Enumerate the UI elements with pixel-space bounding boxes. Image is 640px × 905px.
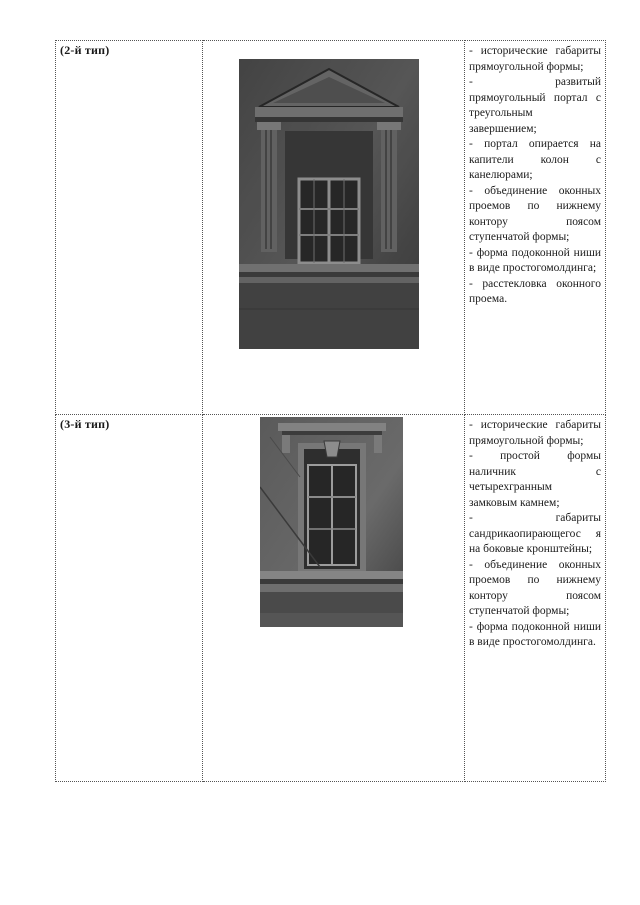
- description-item: - портал опирается на капители колон с канелюрами;: [469, 138, 601, 181]
- table-row: [56, 41, 606, 415]
- type-cell: [56, 415, 203, 782]
- description-item: - объединение оконных проемов по нижнему контору поясом ступенчатой формы;: [469, 184, 601, 243]
- description-item: - расстекловка оконного проема.: [469, 277, 601, 305]
- description-item: - развитый прямоугольный портал с треугольным завершением;: [469, 76, 601, 135]
- window-keystone-photo: [260, 417, 403, 627]
- description-item: - простой формы наличник с четырехгранным замковым камнем;: [469, 450, 601, 509]
- type-cell: [56, 41, 203, 415]
- window-types-table: [55, 40, 606, 782]
- window-portal-photo: [239, 59, 419, 349]
- table-row: [56, 415, 606, 782]
- type-label: (2-й тип): [60, 43, 110, 57]
- photo-cell: [203, 415, 465, 782]
- description-item: - объединение оконных проемов по нижнему контору поясом ступенчатой формы;: [469, 558, 601, 617]
- description-cell: [465, 415, 606, 782]
- type-label: (3-й тип): [60, 417, 110, 431]
- description-item: - исторические габариты прямоугольной формы;: [469, 45, 601, 73]
- description-item: - форма подоконной ниши в виде простогомолдинга;: [469, 246, 601, 274]
- photo-cell: [203, 41, 465, 415]
- description-item: - форма подоконной ниши в виде простогомолдинга.: [469, 620, 601, 648]
- description-item: - исторические габариты прямоугольной формы;: [469, 419, 601, 447]
- description-item: - габариты сандрикаопирающегос я на боковые кронштейны;: [469, 512, 601, 555]
- description-cell: [465, 41, 606, 415]
